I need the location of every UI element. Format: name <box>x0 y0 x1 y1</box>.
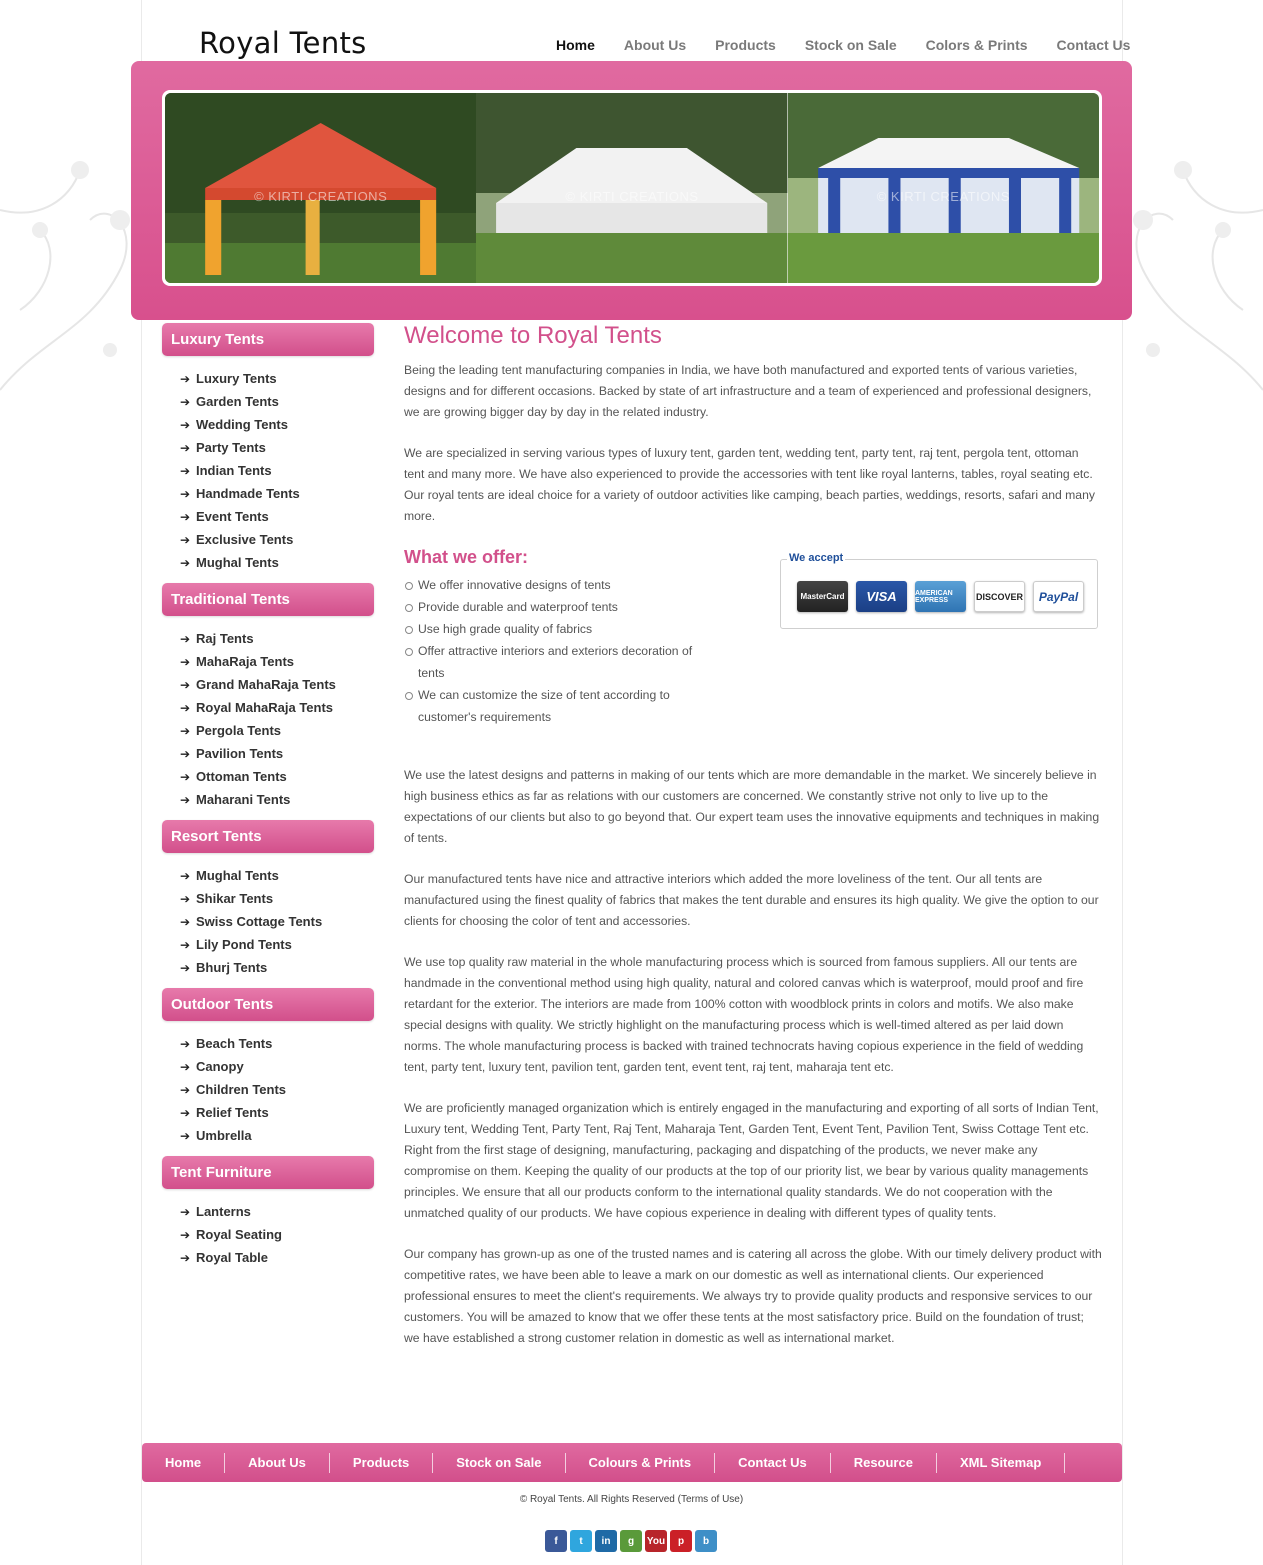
offer-item: We can customize the size of tent according to customer's requirements <box>404 684 714 728</box>
sidebar-link[interactable]: ➔ Wedding Tents <box>180 417 288 432</box>
sidebar-link[interactable]: ➔ Garden Tents <box>180 394 279 409</box>
payment-methods-box <box>780 552 1098 629</box>
body-paragraph: Our manufactured tents have nice and attractive interiors which added the more loveliness of the tent. Our all tents are manufactured using the finest quality of fabrics that makes the tent durable and ensures its high quality. We give the option to our clients for choosing the color of tent and accessories. <box>404 872 1099 928</box>
offer-title: What we offer: <box>404 547 528 567</box>
arrow-right-icon: ➔ <box>180 486 191 501</box>
sidebar-link[interactable]: ➔ MahaRaja Tents <box>180 654 295 669</box>
main-content <box>404 322 1102 1369</box>
arrow-right-icon: ➔ <box>180 937 191 952</box>
arrow-right-icon: ➔ <box>180 700 191 715</box>
sidebar-link[interactable]: ➔ Luxury Tents <box>180 371 277 386</box>
sidebar-heading-traditional-tents[interactable]: Traditional Tents <box>162 583 374 616</box>
sidebar-link[interactable]: ➔ Swiss Cottage Tents <box>180 914 323 929</box>
offer-section <box>404 547 1102 745</box>
footer-link-stock-on-sale[interactable]: Stock on Sale <box>433 1453 565 1473</box>
pinterest-icon[interactable]: p <box>670 1530 692 1552</box>
sidebar-link[interactable]: ➔ Indian Tents <box>180 463 272 478</box>
floral-decoration-left <box>0 90 150 420</box>
arrow-right-icon: ➔ <box>180 769 191 784</box>
sidebar-link[interactable]: ➔ Shikar Tents <box>180 891 274 906</box>
arrow-right-icon: ➔ <box>180 746 191 761</box>
footer-link-resource[interactable]: Resource <box>831 1453 937 1473</box>
footer-link-products[interactable]: Products <box>330 1453 433 1473</box>
banner-photo-red-tent <box>165 93 476 283</box>
arrow-right-icon: ➔ <box>180 723 191 738</box>
sidebar-heading-resort-tents[interactable]: Resort Tents <box>162 820 374 853</box>
nav-about-us[interactable]: About Us <box>623 37 687 53</box>
sidebar-heading-tent-furniture[interactable]: Tent Furniture <box>162 1156 374 1189</box>
arrow-right-icon: ➔ <box>180 1082 191 1097</box>
banner-photo-white-tent <box>476 93 787 283</box>
body-paragraph: We use top quality raw material in the whole manufacturing process which is sourced from famous suppliers. All our tents are handmade in the conventional method using high quality, natural and colored canvas which is waterproof, mould proof and fire retardant for the exterior. The interiors are made from 100% cotton with woodblock prints in colors and motifs. We also make special designs with quality. We strictly highlight on the manufacturing process which is well-timed altered as per laid down norms. The whole manufacturing process is backed with trained technocrats having copious experience in the field of wedding tent, party tent, luxury tent, pavilion tent, garden tent, event tent, raj tent, maharaja tent etc. <box>404 955 1084 1074</box>
sidebar-list-traditional-tents <box>180 627 374 811</box>
paypal-icon: PayPal <box>1033 581 1084 612</box>
sidebar-link[interactable]: ➔ Mughal Tents <box>180 868 279 883</box>
nav-stock-on-sale[interactable]: Stock on Sale <box>804 37 897 53</box>
banner-watermark-3: © KIRTI CREATIONS <box>876 189 1010 204</box>
sidebar-link[interactable]: ➔ Exclusive Tents <box>180 532 294 547</box>
googleplus-icon[interactable]: g <box>620 1530 642 1552</box>
intro-paragraph: Being the leading tent manufacturing companies in India, we have both manufactured and exported tents of various varieties, designs and for different occasions. Backed by state of art infrastructure and a team of experienced and professional designers, we are growing bigger day by day in the related industry. <box>404 363 1092 419</box>
arrow-right-icon: ➔ <box>180 509 191 524</box>
american-express-icon: AMERICAN EXPRESS <box>915 581 966 612</box>
footer-link-colours-prints[interactable]: Colours & Prints <box>566 1453 716 1473</box>
offer-item: Offer attractive interiors and exteriors decoration of tents <box>404 640 714 684</box>
banner-watermark-2: © KIRTI CREATIONS <box>565 189 699 204</box>
offer-list <box>404 574 714 728</box>
sidebar-list-luxury-tents <box>180 367 374 574</box>
body-paragraph: We use the latest designs and patterns in making of our tents which are more demandable in the market. We sincerely believe in high business ethics as far as relations with our customers are concerned. We constantly strive not only to live up to the expectations of our clients but also to go beyond that. Our expert team uses the innovative equipments and techniques in making of tents. <box>404 768 1100 845</box>
sidebar-link[interactable]: ➔ Grand MahaRaja Tents <box>180 677 336 692</box>
visa-icon: VISA <box>856 581 907 612</box>
blog-icon[interactable]: b <box>695 1530 717 1552</box>
arrow-right-icon: ➔ <box>180 677 191 692</box>
footer-link-home[interactable]: Home <box>142 1453 225 1473</box>
sidebar-link[interactable]: ➔ Maharani Tents <box>180 792 291 807</box>
twitter-icon[interactable]: t <box>570 1530 592 1552</box>
arrow-right-icon: ➔ <box>180 1105 191 1120</box>
sidebar-list-tent-furniture <box>180 1200 374 1269</box>
arrow-right-icon: ➔ <box>180 1036 191 1051</box>
arrow-right-icon: ➔ <box>180 792 191 807</box>
arrow-right-icon: ➔ <box>180 654 191 669</box>
sidebar-link[interactable]: ➔ Lily Pond Tents <box>180 937 292 952</box>
footer-link-contact-us[interactable]: Contact Us <box>715 1453 831 1473</box>
arrow-right-icon: ➔ <box>180 532 191 547</box>
sidebar <box>162 323 374 1278</box>
discover-icon: DISCOVER <box>974 581 1025 612</box>
nav-home[interactable]: Home <box>556 37 595 53</box>
banner-photo-blue-tent <box>788 93 1099 283</box>
arrow-right-icon: ➔ <box>180 914 191 929</box>
sidebar-link[interactable]: ➔ Relief Tents <box>180 1105 269 1120</box>
sidebar-link[interactable]: ➔ Pavilion Tents <box>180 746 284 761</box>
body-paragraph: We are proficiently managed organization which is entirely engaged in the manufacturing and exporting of all sorts of Indian Tent, Luxury tent, Wedding Tent, Party Tent, Raj Tent, Maharaja Tent, Garden Tent, Event Tent, Pavilion Tent, Swiss Cottage Tent etc. Right from the first stage of designing, manufacturing, packaging and dispatching of the products, we never make any compromise on them. Keeping the quality of our products at the top of our priority list, we bear by various quality managements principles. We ensure that all our products conform to the international quality standards. We do not cooperation with the unmatched quality of our products. We have copious experience in dealing with different types of quality tents. <box>404 1101 1099 1220</box>
nav-products[interactable]: Products <box>715 37 776 53</box>
sidebar-list-outdoor-tents <box>180 1032 374 1147</box>
sidebar-link[interactable]: ➔ Royal Seating <box>180 1227 282 1242</box>
footer-navigation <box>142 1443 1122 1482</box>
banner <box>162 90 1102 286</box>
offer-item: We offer innovative designs of tents <box>404 574 714 596</box>
footer-link-about-us[interactable]: About Us <box>225 1453 330 1473</box>
site-logo[interactable]: Royal Tents <box>199 26 367 60</box>
sidebar-link[interactable]: ➔ Raj Tents <box>180 631 254 646</box>
payment-methods-label: We accept <box>789 552 844 564</box>
body-paragraph: Our company has grown-up as one of the trusted names and is catering all across the globe. With our timely delivery product with competitive rates, we have been able to leave a mark on our domestic as well as international clients. Our experienced professional ensures to meet the client's requirements. We always try to provide quality products and responsive services to our customers. You will be amazed to know that we offer these tents at the most satisfactory price. Build on the foundation of trust; we have established a strong customer relation in domestic as well as international market. <box>404 1247 1102 1345</box>
footer-link-xml-sitemap[interactable]: XML Sitemap <box>937 1453 1065 1473</box>
arrow-right-icon: ➔ <box>180 1250 191 1265</box>
sidebar-link[interactable]: ➔ Handmade Tents <box>180 486 300 501</box>
arrow-right-icon: ➔ <box>180 1059 191 1074</box>
banner-watermark-1: © KIRTI CREATIONS <box>254 189 388 204</box>
sidebar-link[interactable]: ➔ Ottoman Tents <box>180 769 287 784</box>
sidebar-link[interactable]: ➔ Event Tents <box>180 509 269 524</box>
arrow-right-icon: ➔ <box>180 1204 191 1219</box>
mastercard-icon: MasterCard <box>797 581 848 612</box>
sidebar-link[interactable]: ➔ Party Tents <box>180 440 266 455</box>
sidebar-heading-luxury-tents[interactable]: Luxury Tents <box>162 323 374 356</box>
intro-paragraph: We are specialized in serving various types of luxury tent, garden tent, wedding tent, party tent, raj tent, pergola tent, ottoman tent and many more. We have also experienced to provide the accessories with tent like royal lanterns, tables, royal seating etc. Our royal tents are ideal choice for a variety of outdoor activities like camping, beach parties, weddings, resorts, safari and many more. <box>404 446 1095 523</box>
sidebar-heading-outdoor-tents[interactable]: Outdoor Tents <box>162 988 374 1021</box>
sidebar-link[interactable]: ➔ Bhurj Tents <box>180 960 268 975</box>
linkedin-icon[interactable]: in <box>595 1530 617 1552</box>
floral-decoration-right <box>1113 90 1263 420</box>
arrow-right-icon: ➔ <box>180 1227 191 1242</box>
offer-item: Provide durable and waterproof tents <box>404 596 714 618</box>
arrow-right-icon: ➔ <box>180 371 191 386</box>
arrow-right-icon: ➔ <box>180 1128 191 1143</box>
arrow-right-icon: ➔ <box>180 631 191 646</box>
social-links <box>545 1530 720 1552</box>
sidebar-link[interactable]: ➔ Pergola Tents <box>180 723 282 738</box>
facebook-icon[interactable]: f <box>545 1530 567 1552</box>
page-title: Welcome to Royal Tents <box>404 322 662 349</box>
arrow-right-icon: ➔ <box>180 891 191 906</box>
arrow-right-icon: ➔ <box>180 463 191 478</box>
arrow-right-icon: ➔ <box>180 440 191 455</box>
sidebar-link[interactable]: ➔ Royal Table <box>180 1250 269 1265</box>
youtube-icon[interactable]: You <box>645 1530 667 1552</box>
arrow-right-icon: ➔ <box>180 868 191 883</box>
sidebar-link[interactable]: ➔ Canopy <box>180 1059 244 1074</box>
sidebar-link[interactable]: ➔ Lanterns <box>180 1204 251 1219</box>
top-navigation <box>556 37 1130 53</box>
arrow-right-icon: ➔ <box>180 394 191 409</box>
arrow-right-icon: ➔ <box>180 417 191 432</box>
offer-item: Use high grade quality of fabrics <box>404 618 714 640</box>
arrow-right-icon: ➔ <box>180 555 191 570</box>
nav-colors-prints[interactable]: Colors & Prints <box>925 37 1028 53</box>
sidebar-link[interactable]: ➔ Royal MahaRaja Tents <box>180 700 334 715</box>
sidebar-link[interactable]: ➔ Umbrella <box>180 1128 252 1143</box>
sidebar-link[interactable]: ➔ Mughal Tents <box>180 555 279 570</box>
sidebar-list-resort-tents <box>180 864 374 979</box>
sidebar-link[interactable]: ➔ Beach Tents <box>180 1036 273 1051</box>
copyright-text: © Royal Tents. All Rights Reserved (Terms of Use) <box>519 1494 744 1505</box>
nav-contact-us[interactable]: Contact Us <box>1056 37 1131 53</box>
sidebar-link[interactable]: ➔ Children Tents <box>180 1082 287 1097</box>
arrow-right-icon: ➔ <box>180 960 191 975</box>
